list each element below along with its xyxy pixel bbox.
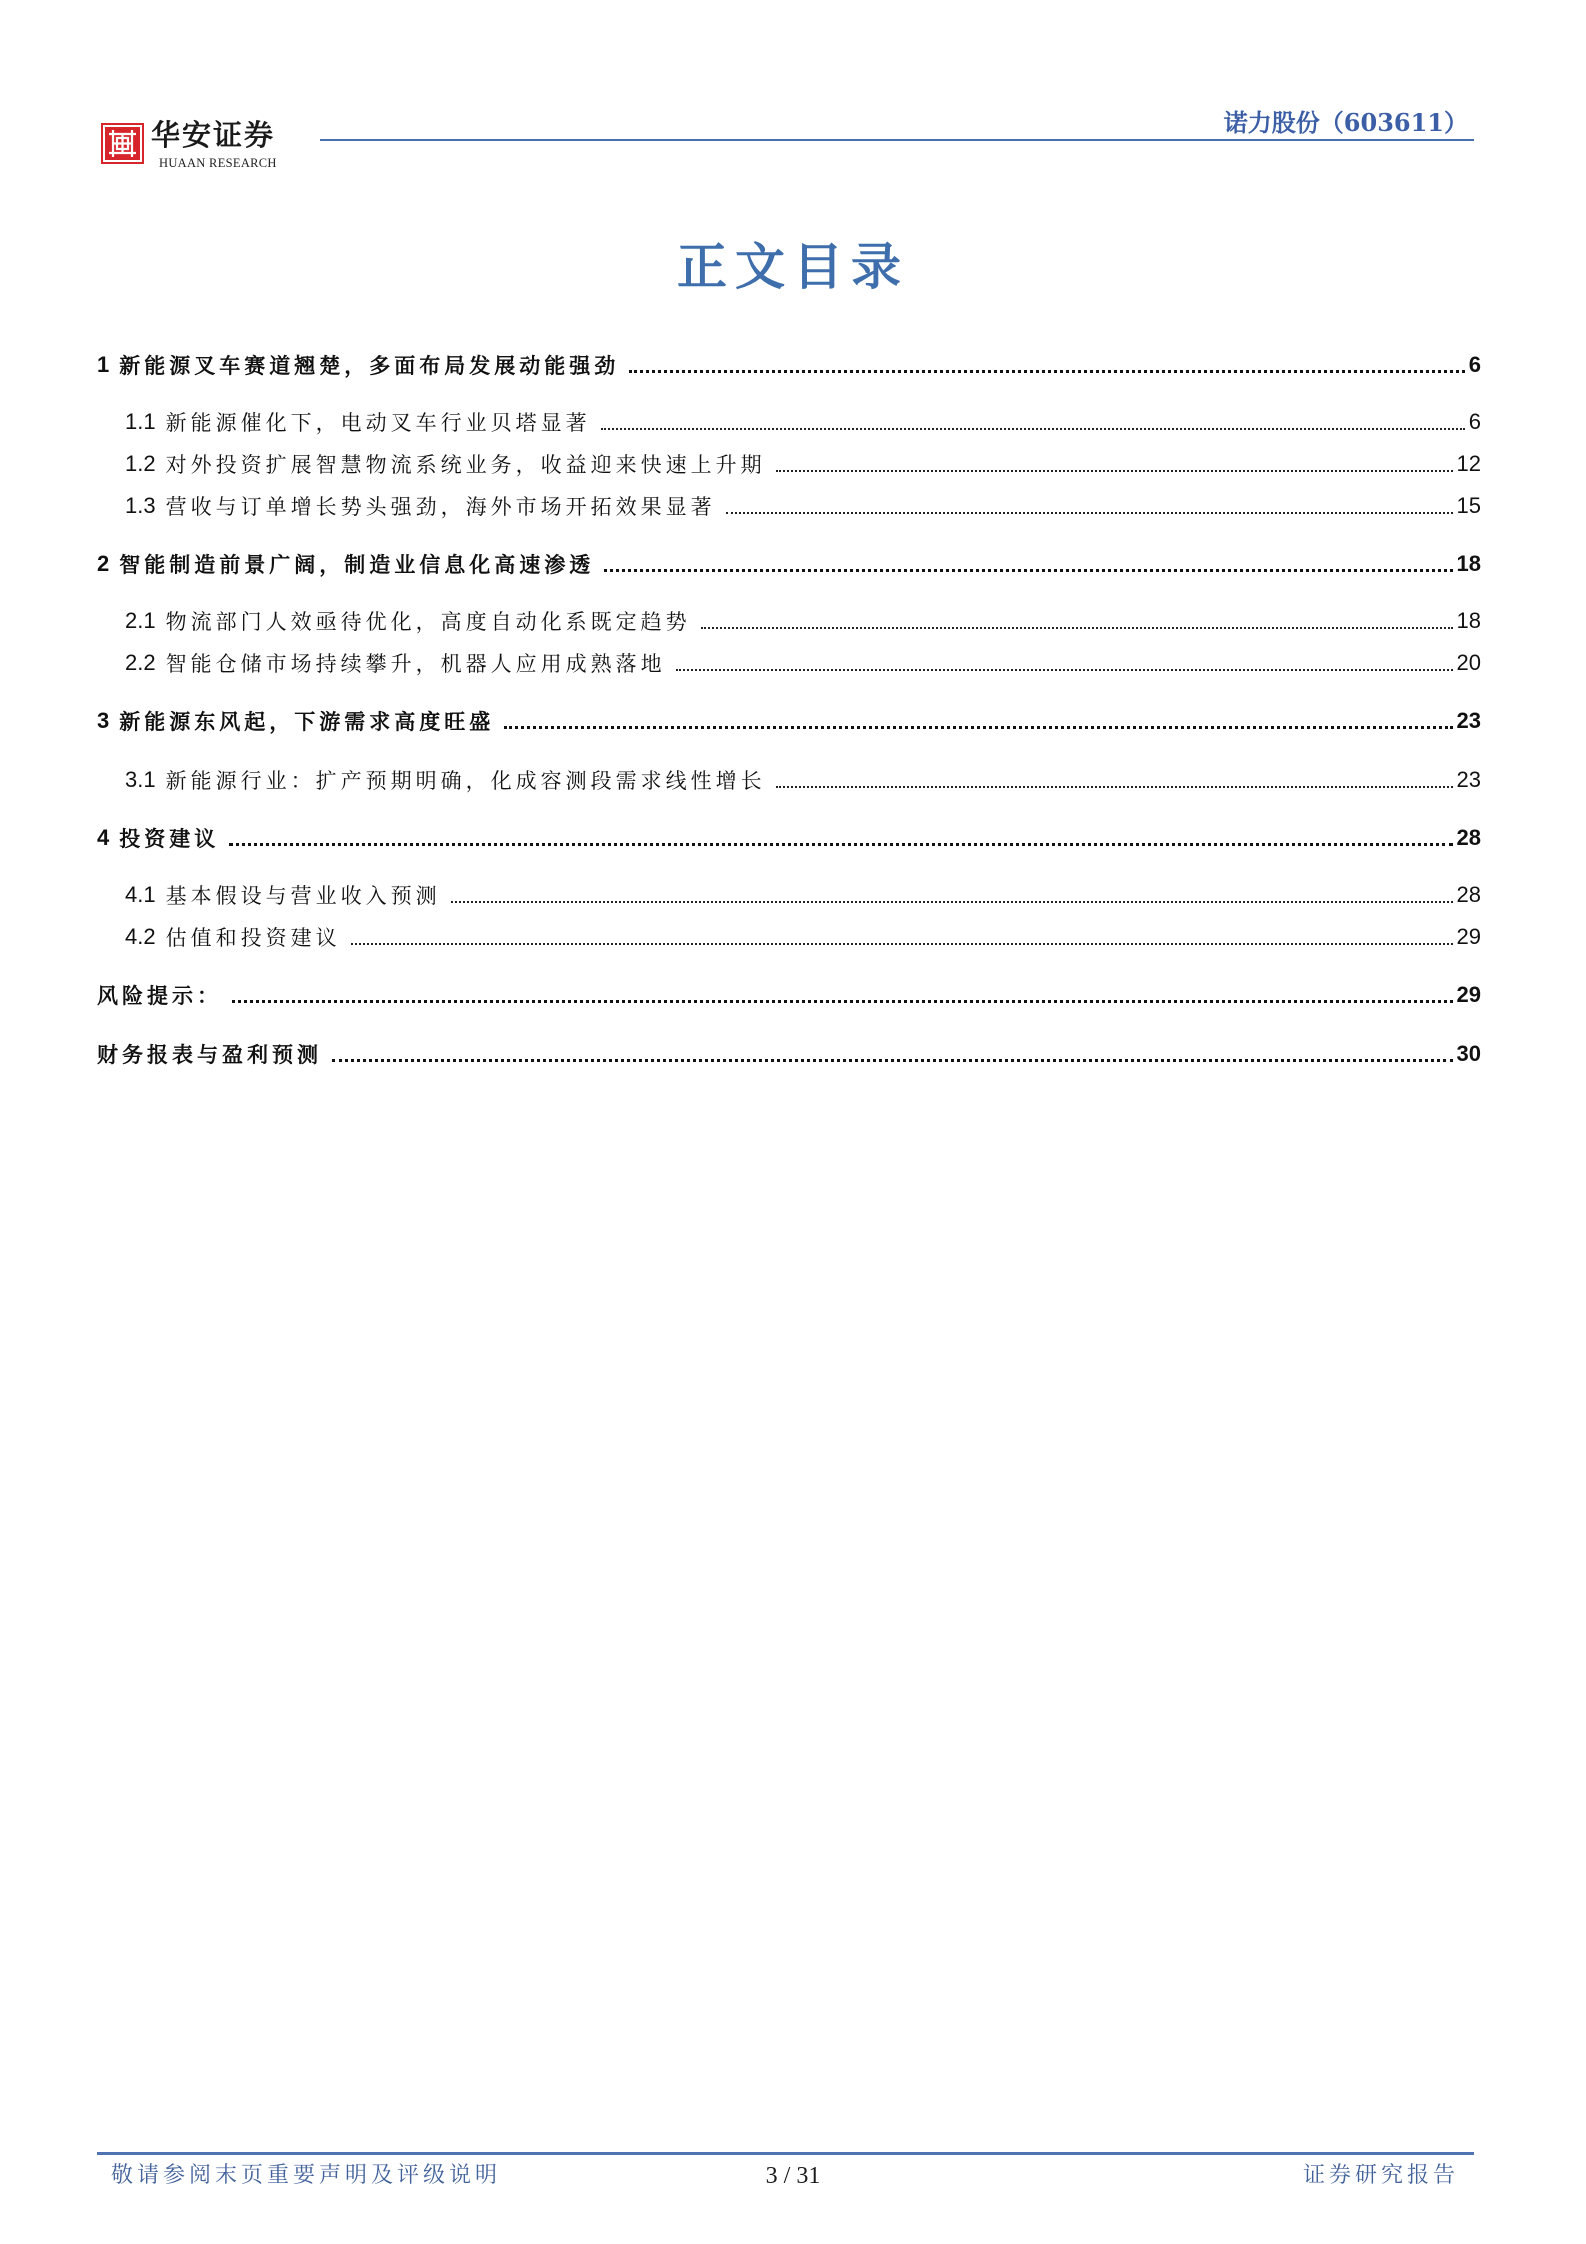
page-number: 3 / 31 — [765, 2163, 821, 2189]
page-title: 正文目录 — [677, 237, 909, 296]
toc-entry-4[interactable] — [97, 822, 1481, 854]
report-type: 证券研究报告 — [1302, 2163, 1459, 2188]
toc-page: 30 — [1456, 1041, 1481, 1066]
header-divider — [320, 139, 1474, 141]
toc-number: 4.1 — [125, 882, 156, 907]
toc-page: 28 — [1456, 882, 1481, 907]
footer-divider — [97, 2152, 1474, 2155]
toc-text: 财务报表与盈利预测 — [97, 1042, 322, 1067]
toc-text: 营收与订单增长势头强劲，海外市场开拓效果显著 — [165, 495, 716, 519]
toc-entry-2[interactable] — [97, 548, 1481, 580]
toc-entry-1-1[interactable] — [125, 406, 1481, 438]
dot-leader — [726, 512, 1453, 514]
toc-number: 3.1 — [125, 767, 156, 792]
toc-text: 智能仓储市场持续攀升，机器人应用成熟落地 — [165, 652, 666, 676]
dot-leader — [451, 901, 1453, 903]
toc-page: 23 — [1456, 767, 1481, 792]
toc-number: 2.2 — [125, 650, 156, 675]
dot-leader — [629, 370, 1465, 373]
toc-text: 基本假设与营业收入预测 — [165, 884, 441, 908]
toc-number: 2.1 — [125, 608, 156, 633]
toc-entry-financials[interactable] — [97, 1038, 1481, 1070]
toc-text: 对外投资扩展智慧物流系统业务，收益迎来快速上升期 — [165, 453, 766, 477]
dot-leader — [229, 843, 1452, 846]
toc-number: 3 — [97, 708, 110, 733]
toc-entry-1-2[interactable] — [125, 448, 1481, 480]
dot-leader — [701, 627, 1453, 629]
toc-entry-3[interactable] — [97, 705, 1481, 737]
toc-number: 1.2 — [125, 451, 156, 476]
dot-leader — [776, 786, 1453, 788]
toc-text: 风险提示： — [97, 983, 222, 1008]
dot-leader — [332, 1059, 1453, 1062]
company-ticker: 诺力股份（603611） — [1223, 108, 1468, 137]
toc-text: 投资建议 — [119, 826, 220, 851]
toc-entry-1-3[interactable] — [125, 490, 1481, 522]
dot-leader — [676, 669, 1453, 671]
toc-entry-3-1[interactable] — [125, 764, 1481, 796]
toc-page: 29 — [1456, 982, 1481, 1007]
toc-text: 新能源催化下，电动叉车行业贝塔显著 — [165, 411, 591, 435]
toc-text: 估值和投资建议 — [165, 926, 341, 950]
toc-number: 1.1 — [125, 409, 156, 434]
toc-text: 新能源行业：扩产预期明确，化成容测段需求线性增长 — [165, 769, 766, 793]
toc-number: 2 — [97, 551, 110, 576]
toc-page: 12 — [1456, 451, 1481, 476]
dot-leader — [776, 470, 1453, 472]
toc-entry-4-2[interactable] — [125, 921, 1481, 953]
dot-leader — [351, 943, 1453, 945]
toc-page: 15 — [1456, 493, 1481, 518]
toc-number: 1.3 — [125, 493, 156, 518]
toc-number: 4 — [97, 825, 110, 850]
dot-leader — [232, 1000, 1453, 1003]
toc-number: 4.2 — [125, 924, 156, 949]
dot-leader — [604, 569, 1452, 572]
toc-page: 18 — [1456, 551, 1481, 576]
toc-page: 23 — [1456, 708, 1481, 733]
toc-page: 29 — [1456, 924, 1481, 949]
dot-leader — [601, 428, 1465, 430]
toc-page: 20 — [1456, 650, 1481, 675]
footer-disclaimer: 敬请参阅末页重要声明及评级说明 — [111, 2163, 502, 2188]
logo-subtext: HUAAN RESEARCH — [159, 156, 277, 170]
toc-page: 6 — [1468, 409, 1481, 434]
company-logo — [101, 120, 301, 174]
toc-page: 6 — [1468, 352, 1481, 377]
toc-page: 28 — [1456, 825, 1481, 850]
toc-text: 物流部门人效亟待优化，高度自动化系既定趋势 — [165, 610, 691, 634]
dot-leader — [504, 726, 1452, 729]
toc-text: 新能源东风起，下游需求高度旺盛 — [119, 709, 495, 734]
toc-number: 1 — [97, 352, 110, 377]
logo-text: 华安证券 — [151, 118, 276, 152]
toc-entry-risk[interactable] — [97, 979, 1481, 1011]
toc-text: 新能源叉车赛道翘楚，多面布局发展动能强劲 — [119, 353, 620, 378]
toc-text: 智能制造前景广阔，制造业信息化高速渗透 — [119, 552, 595, 577]
huaan-seal-icon — [101, 123, 144, 164]
toc-page: 18 — [1456, 608, 1481, 633]
toc-entry-2-1[interactable] — [125, 605, 1481, 637]
toc-entry-1[interactable] — [97, 349, 1481, 381]
toc-entry-4-1[interactable] — [125, 879, 1481, 911]
toc-entry-2-2[interactable] — [125, 647, 1481, 679]
